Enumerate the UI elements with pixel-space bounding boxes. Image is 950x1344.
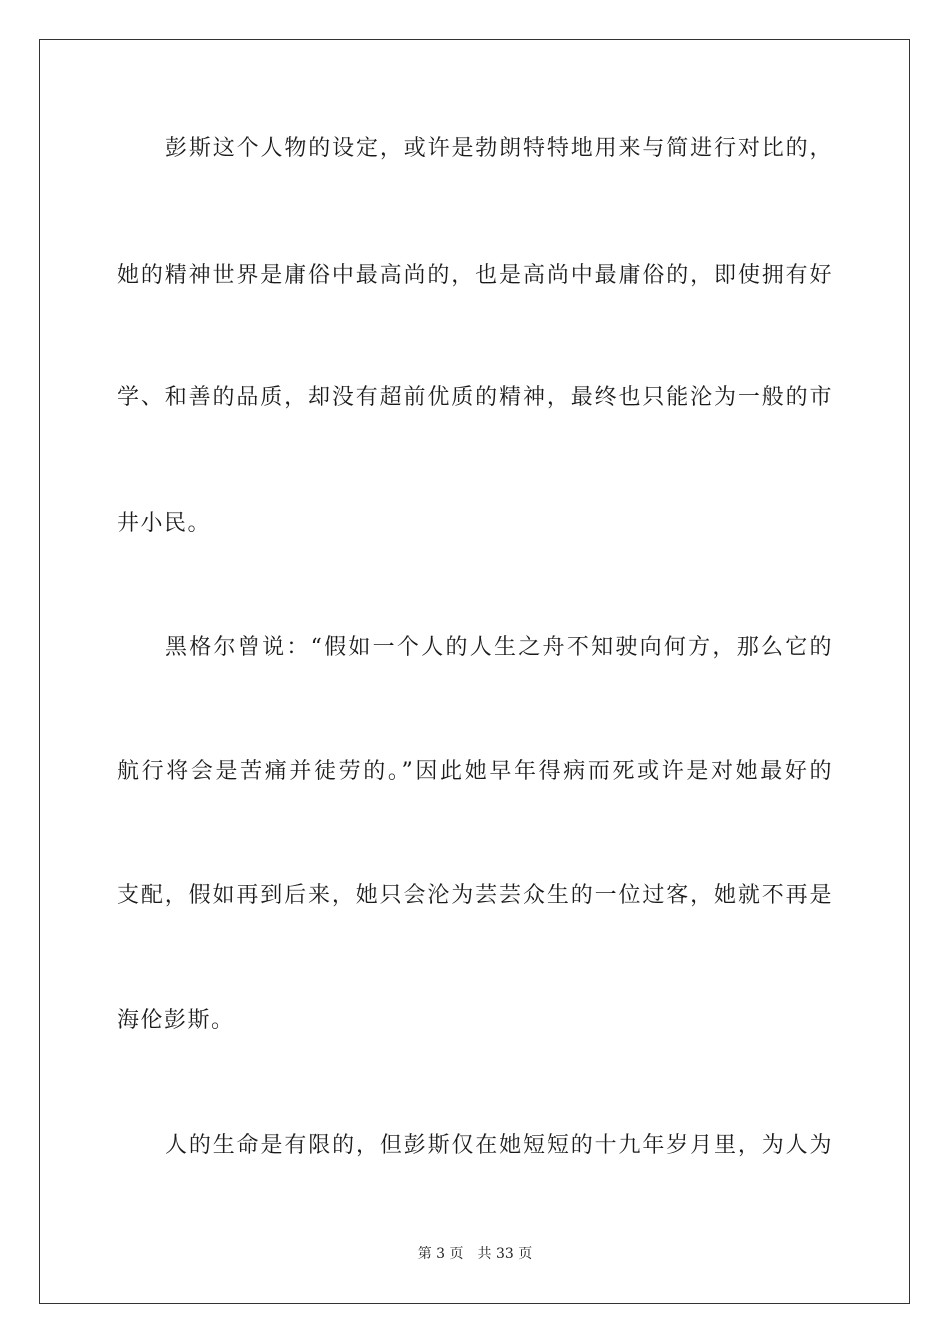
- page-footer: [0, 1245, 950, 1263]
- page-number: 第 3 页: [417, 1246, 464, 1262]
- paragraph-2-line-4: 海伦彭斯。: [117, 1008, 235, 1033]
- paragraph-3-line-1: 人的生命是有限的，但彭斯仅在她短短的十九年岁月里，为人为: [165, 1133, 833, 1158]
- paragraph-1-line-1: 彭斯这个人物的设定，或许是勃朗特特地用来与简进行对比的，: [165, 136, 833, 161]
- paragraph-2-line-2: 航行将会是苦痛并徒劳的。”因此她早年得病而死或许是对她最好的: [117, 759, 833, 784]
- paragraph-2-line-3: 支配，假如再到后来，她只会沦为芸芸众生的一位过客，她就不再是: [117, 883, 833, 908]
- page-total: 共 33 页: [477, 1246, 533, 1262]
- paragraph-1-line-3: 学、和善的品质，却没有超前优质的精神，最终也只能沦为一般的市: [117, 385, 833, 410]
- paragraph-1-line-2: 她的精神世界是庸俗中最高尚的，也是高尚中最庸俗的，即使拥有好: [117, 263, 833, 288]
- paragraph-2-line-1: 黑格尔曾说：“假如一个人的人生之舟不知驶向何方，那么它的: [165, 635, 833, 660]
- page-border: [39, 39, 910, 1304]
- paragraph-1-line-4: 井小民。: [117, 511, 212, 536]
